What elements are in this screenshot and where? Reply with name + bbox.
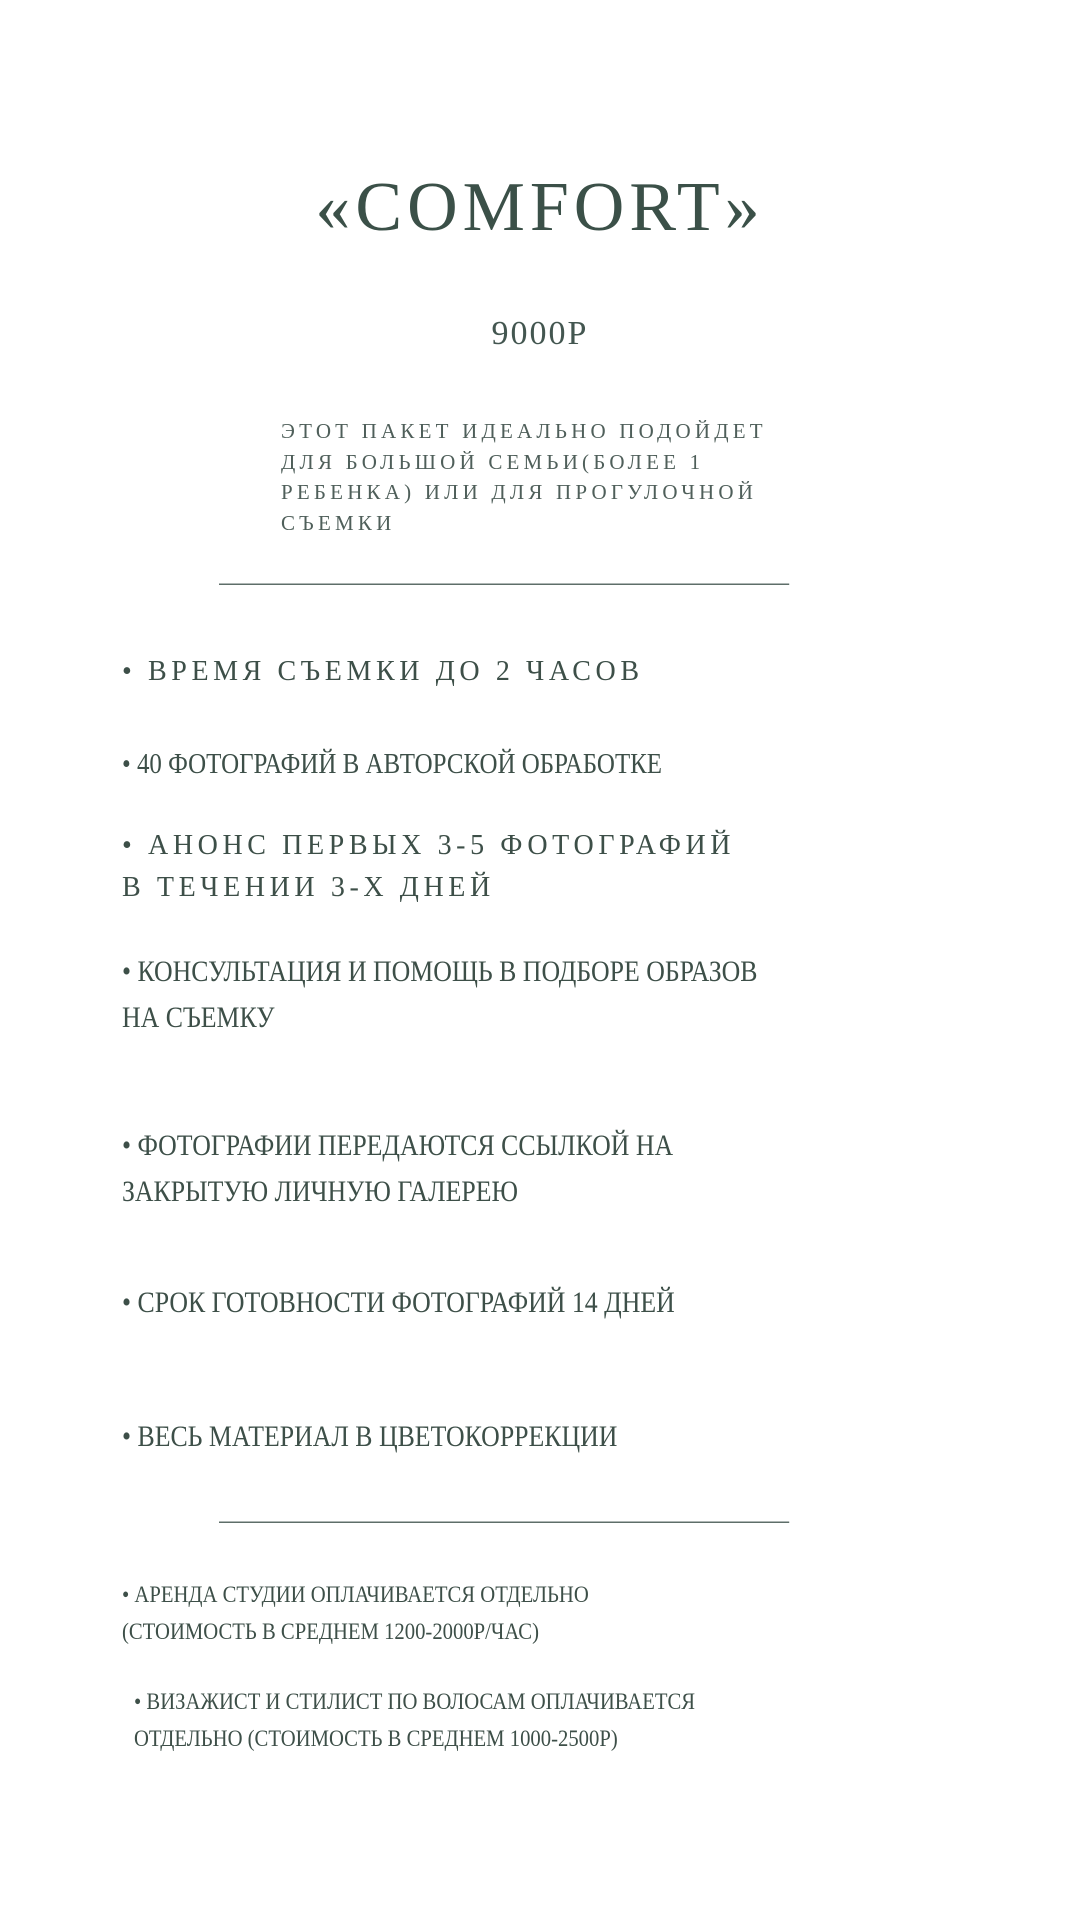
package-price: 9000Р	[491, 315, 589, 352]
feature-line: В ТЕЧЕНИИ 3-Х ДНЕЙ	[122, 872, 495, 903]
description-line: РЕБЕНКА) ИЛИ ДЛЯ ПРОГУЛОЧНОЙ	[281, 480, 758, 505]
note-makeup-stylist	[134, 1684, 695, 1758]
package-title: «COMFORT»	[315, 169, 765, 246]
divider-bottom: ———————————————————	[219, 1505, 789, 1535]
feature-line: • 40 ФОТОГРАФИЙ В АВТОРСКОЙ ОБРАБОТКЕ	[122, 748, 663, 780]
feature-item-preview	[122, 825, 735, 909]
feature-line: • ФОТОГРАФИИ ПЕРЕДАЮТСЯ ССЫЛКОЙ НА	[122, 1129, 674, 1162]
feature-line: ЗАКРЫТУЮ ЛИЧНУЮ ГАЛЕРЕЮ	[122, 1175, 519, 1208]
feature-line: • ВЕСЬ МАТЕРИАЛ В ЦВЕТОКОРРЕКЦИИ	[122, 1420, 618, 1453]
divider-top: ———————————————————	[219, 567, 789, 597]
feature-item-turnaround	[122, 1280, 675, 1326]
feature-line: • АНОНС ПЕРВЫХ 3-5 ФОТОГРАФИЙ	[122, 830, 736, 861]
note-line: • АРЕНДА СТУДИИ ОПЛАЧИВАЕТСЯ ОТДЕЛЬНО	[122, 1582, 589, 1608]
feature-line: • КОНСУЛЬТАЦИЯ И ПОМОЩЬ В ПОДБОРЕ ОБРАЗОВ	[122, 955, 758, 988]
feature-item-consultation	[122, 949, 757, 1041]
description-line: ДЛЯ БОЛЬШОЙ СЕМЬИ(БОЛЕЕ 1	[281, 449, 705, 474]
note-line: (СТОИМОСТЬ В СРЕДНЕМ 1200-2000Р/ЧАС)	[122, 1619, 539, 1645]
note-line: • ВИЗАЖИСТ И СТИЛИСТ ПО ВОЛОСАМ ОПЛАЧИВАЕТСЯ	[134, 1689, 696, 1715]
description-line: ЭТОТ ПАКЕТ ИДЕАЛЬНО ПОДОЙДЕТ	[281, 419, 767, 443]
feature-item-photo-count	[122, 742, 662, 786]
feature-item-color-correction	[122, 1414, 617, 1460]
description-line: СЪЕМКИ	[281, 511, 396, 536]
feature-line: НА СЪЕМКУ	[122, 1001, 275, 1034]
feature-item-gallery-delivery	[122, 1123, 673, 1215]
note-studio-rent	[122, 1577, 589, 1651]
package-description	[281, 416, 767, 539]
feature-line: • ВРЕМЯ СЪЕМКИ ДО 2 ЧАСОВ	[122, 656, 644, 687]
note-line: ОТДЕЛЬНО (СТОИМОСТЬ В СРЕДНЕМ 1000-2500Р)	[134, 1726, 618, 1752]
feature-line: • СРОК ГОТОВНОСТИ ФОТОГРАФИЙ 14 ДНЕЙ	[122, 1286, 675, 1319]
feature-item-duration	[122, 650, 644, 694]
